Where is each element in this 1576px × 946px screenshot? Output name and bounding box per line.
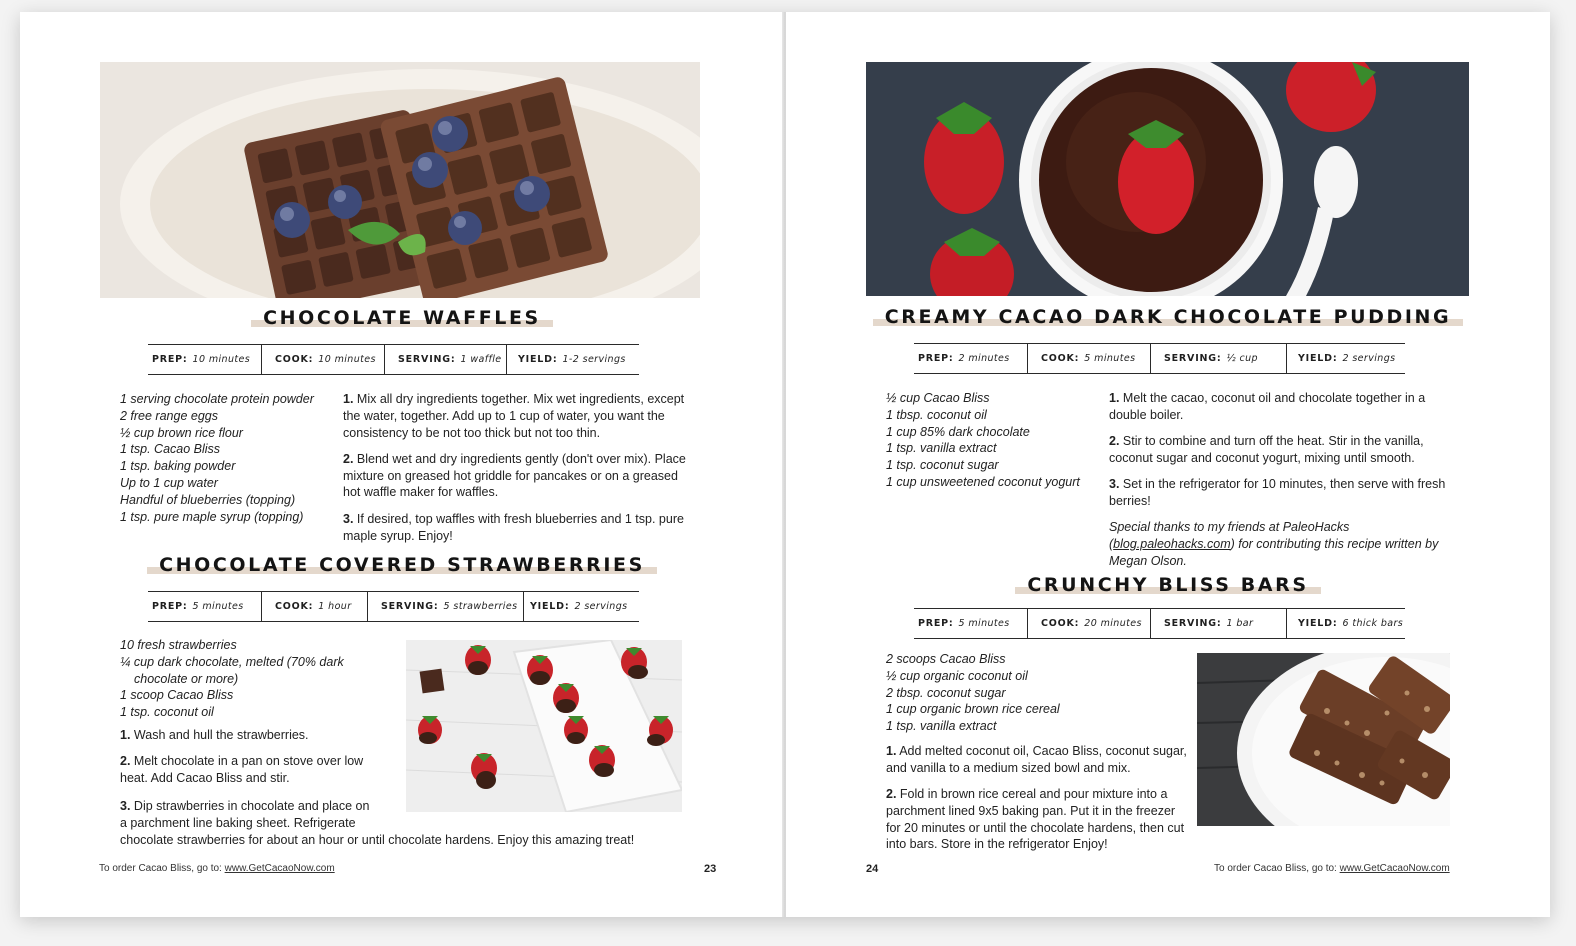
ingredient-item: ½ cup organic coconut oil <box>886 668 1028 683</box>
meta-prep: PREP: 5 minutes <box>918 618 1010 629</box>
strawberries-step-3: 3. Dip strawberries in chocolate and place on a parchment line baking sheet. Refrigerate chocolate strawberries for about an hour or until chocolate hardens. Enjoy this amazing treat! <box>120 799 635 847</box>
bliss-bars-photo <box>1197 653 1450 826</box>
chocolate-waffles-photo <box>100 62 700 298</box>
ingredient-item: 1 scoop Cacao Bliss <box>120 688 234 703</box>
bars-steps <box>886 743 1191 863</box>
bars-title: CRUNCHY BLISS BARS <box>786 574 1550 596</box>
step-item: 2. Melt chocolate in a pan on stove over low heat. Add Cacao Bliss and stir. <box>120 754 364 786</box>
page-number: 23 <box>704 863 717 875</box>
bars-meta-bar <box>914 608 1405 639</box>
pudding-ingredients <box>886 390 1101 491</box>
step-item: 1. Mix all dry ingredients together. Mix wet ingredients, except the water, together. Add up to 1 cup of water, you want the consistency to be not too thick but not too thin. <box>343 392 685 440</box>
order-footer: To order Cacao Bliss, go to: www.GetCacaoNow.com <box>1214 863 1450 874</box>
ingredient-item: 1 tsp. pure maple syrup (topping) <box>120 509 304 524</box>
meta-cook: COOK: 1 hour <box>261 592 367 621</box>
ingredient-item: 1 cup organic brown rice cereal <box>886 702 1060 717</box>
ingredient-item: 1 tbsp. coconut oil <box>886 407 987 422</box>
ingredient-item: 1 tsp. baking powder <box>120 459 236 474</box>
meta-yield: YIELD: 2 servings <box>523 592 639 621</box>
paleohacks-link[interactable]: blog.paleohacks.com <box>1113 537 1231 552</box>
meta-cook: COOK: 5 minutes <box>1027 344 1150 373</box>
strawberries-ingredients <box>120 637 400 721</box>
waffles-steps <box>343 391 688 554</box>
step-item: 1. Wash and hull the strawberries. <box>120 728 309 742</box>
ingredient-item: 1 tsp. vanilla extract <box>886 719 997 734</box>
ingredient-item: 2 tbsp. coconut sugar <box>886 685 1006 700</box>
ingredient-item: chocolate or more) <box>134 671 239 686</box>
meta-cook: COOK: 10 minutes <box>261 345 384 374</box>
meta-prep: PREP: 10 minutes <box>152 354 251 365</box>
ingredient-item: 2 scoops Cacao Bliss <box>886 652 1006 666</box>
pudding-steps <box>1109 390 1454 579</box>
waffles-ingredients <box>120 391 335 525</box>
ingredient-item: 1 tsp. Cacao Bliss <box>120 442 221 457</box>
ingredient-item: ¼ cup dark chocolate, melted (70% dark <box>120 654 344 669</box>
ingredient-item: ½ cup Cacao Bliss <box>886 391 990 405</box>
page-23 <box>20 12 784 917</box>
bars-ingredients <box>886 651 1186 735</box>
ingredient-item: Up to 1 cup water <box>120 475 218 490</box>
chocolate-strawberries-photo <box>406 640 682 812</box>
step-item: 2. Fold in brown rice cereal and pour mixture into a parchment lined 9x5 baking pan. Put it in the freezer for 20 minutes or until the chocolate hardens, then cut into bars. Store in the refrigerator Enjoy! <box>886 787 1185 852</box>
order-link[interactable]: www.GetCacaoNow.com <box>1339 863 1450 874</box>
pudding-title: CREAMY CACAO DARK CHOCOLATE PUDDING <box>786 306 1550 328</box>
meta-serving: SERVING: 1 waffle <box>384 345 506 374</box>
meta-serving: SERVING: ½ cup <box>1150 344 1286 373</box>
page-number: 24 <box>866 863 879 875</box>
step-item: 3. Set in the refrigerator for 10 minutes, then serve with fresh berries! <box>1109 477 1446 508</box>
meta-prep: PREP: 2 minutes <box>918 353 1010 364</box>
ingredient-item: 1 tsp. coconut sugar <box>886 458 999 473</box>
step-item: 1. Melt the cacao, coconut oil and chocolate together in a double boiler. <box>1109 391 1426 422</box>
order-link[interactable]: www.GetCacaoNow.com <box>224 863 335 874</box>
meta-yield: YIELD: 1-2 servings <box>506 345 639 374</box>
waffles-title: CHOCOLATE WAFFLES <box>20 307 784 329</box>
meta-prep: PREP: 5 minutes <box>152 601 244 612</box>
chocolate-pudding-photo <box>866 62 1469 296</box>
strawberries-meta-bar <box>148 591 639 622</box>
ingredient-item: 10 fresh strawberries <box>120 638 237 652</box>
meta-yield: YIELD: 6 thick bars <box>1286 609 1405 638</box>
order-footer: To order Cacao Bliss, go to: www.GetCacaoNow.com <box>99 863 335 874</box>
waffles-meta-bar <box>148 344 639 375</box>
credit-note: Special thanks to my friends at PaleoHacks (blog.paleohacks.com) for contributing this recipe written by Megan Olson. <box>1109 520 1439 568</box>
step-item: 1. Add melted coconut oil, Cacao Bliss, coconut sugar, and vanilla to a medium sized bowl and mix. <box>886 744 1187 775</box>
strawberries-steps <box>120 727 392 796</box>
step-item: 2. Blend wet and dry ingredients gently (don't over mix). Place mixture on greased hot griddle for pancakes or on a greased hot waffle maker for waffles. <box>343 451 686 500</box>
ingredient-item: 1 tsp. vanilla extract <box>886 441 997 456</box>
strawberries-title: CHOCOLATE COVERED STRAWBERRIES <box>20 554 784 576</box>
cookbook-spread <box>20 12 1550 917</box>
page-24 <box>786 12 1550 917</box>
meta-serving: SERVING: 5 strawberries <box>367 592 523 621</box>
ingredient-item: 1 serving chocolate protein powder <box>120 392 314 406</box>
meta-serving: SERVING: 1 bar <box>1150 609 1286 638</box>
ingredient-item: 1 tsp. coconut oil <box>120 705 214 720</box>
ingredient-item: 1 cup unsweetened coconut yogurt <box>886 474 1080 489</box>
step-item: 3. If desired, top waffles with fresh blueberries and 1 tsp. pure maple syrup. Enjoy! <box>343 511 684 543</box>
meta-yield: YIELD: 2 servings <box>1286 344 1405 373</box>
ingredient-item: ½ cup brown rice flour <box>120 425 243 440</box>
ingredient-item: 1 cup 85% dark chocolate <box>886 424 1030 439</box>
step-item: 2. Stir to combine and turn off the heat. Stir in the vanilla, coconut sugar and coconut yogurt, mixing until smooth. <box>1109 434 1424 465</box>
pudding-meta-bar <box>914 343 1405 374</box>
meta-cook: COOK: 20 minutes <box>1027 609 1150 638</box>
ingredient-item: 2 free range eggs <box>120 408 218 423</box>
ingredient-item: Handful of blueberries (topping) <box>120 492 296 507</box>
